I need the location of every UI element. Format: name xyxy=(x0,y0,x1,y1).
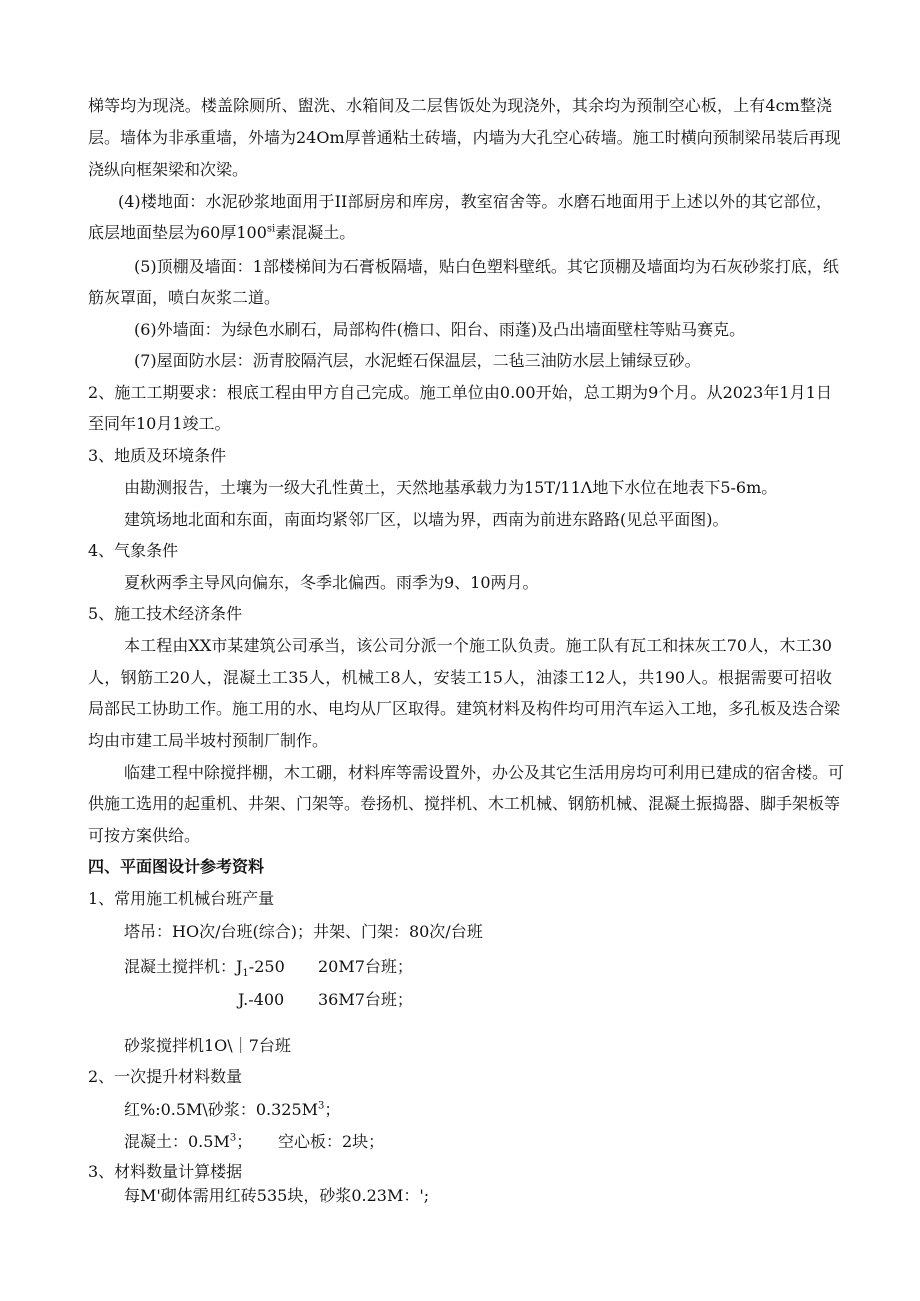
mixer-output-1: 20M7台班； xyxy=(318,957,413,976)
geology-heading: 3、地质及环境条件 xyxy=(88,446,227,465)
lift-line-1-text: 红%:0.5M\砂浆：0.325M xyxy=(124,1100,319,1119)
lift-heading: 2、一次提升材料数量 xyxy=(88,1067,243,1086)
floor-line-2-text: 底层地面垫层为60厚100 xyxy=(88,223,267,242)
exterior-wall-line: (6)外墙面：为绿色水刷石，局部构件(檐口、阳台、雨蓬)及凸出墙面壁柱等贴马赛克。 xyxy=(134,320,746,339)
ceiling-line-1: (5)顶棚及墙面：1部楼梯间为石膏板隔墙，贴白色塑料壁纸。其它顶棚及墙面均为石灰砂浆打底，纸 xyxy=(134,257,839,276)
lift-line-1-sup: 3 xyxy=(318,1100,325,1112)
structure-line-1: 梯等均为现浇。楼盖除厕所、盥洗、水箱间及二层售饭处为现浇外，其余均为预制空心板，上有4cm整浇 xyxy=(88,96,832,115)
floor-line-2-sup: si xyxy=(266,223,276,235)
materials-heading: 3、材料数量计算楼据 xyxy=(88,1162,243,1181)
schedule-line-2: 至同年10月1竣工。 xyxy=(88,414,231,433)
lift-line-2-tail: ； xyxy=(236,1132,253,1151)
economy-heading: 5、施工技术经济条件 xyxy=(88,604,243,623)
floor-line-2-tail: 素混凝土。 xyxy=(275,223,356,242)
structure-line-3: 浇纵向框架梁和次梁。 xyxy=(88,160,249,179)
lift-line-1-tail: ； xyxy=(324,1100,341,1119)
geology-line-2: 建筑场地北面和东面，南面均紧邻厂区，以墙为界，西南为前进东路路(见总平面图)。 xyxy=(124,510,729,529)
machinery-heading: 1、常用施工机械台班产量 xyxy=(88,889,275,908)
economy-p1-line-4: 均由市建工局半坡村预制厂制作。 xyxy=(88,731,329,750)
roof-waterproof-line: (7)屋面防水层：沥青胶隔汽层，水泥蛭石保温层，二毡三油防水层上铺绿豆砂。 xyxy=(134,351,701,370)
weather-line-1: 夏秋两季主导风向偏东，冬季北偏西。雨季为9、10两月。 xyxy=(124,573,539,592)
lift-line-2-text: 混凝土：0.5M xyxy=(124,1132,230,1151)
mixer-line-1 xyxy=(124,957,285,980)
lift-line-1 xyxy=(124,1100,340,1120)
materials-line-1: 每M'砌体需用红砖535块，砂浆0.23M：'; xyxy=(124,1186,430,1205)
schedule-line-1: 2、施工工期要求：根底工程由甲方自己完成。施工单位由0.00开始，总工期为9个月。从2023年1月1日 xyxy=(88,383,832,402)
lift-line-2 xyxy=(124,1132,252,1152)
mortar-mixer-line: 砂浆搅拌机1O\｜7台班 xyxy=(124,1036,291,1055)
mixer-model-1: -250 xyxy=(248,957,285,976)
mixer-model-2: J.-400 xyxy=(238,990,285,1009)
section-4-heading: 四、平面图设计参考资料 xyxy=(88,857,265,876)
lift-line-2-sup: 3 xyxy=(229,1132,237,1144)
structure-line-2: 层。墙体为非承重墙，外墙为24Om厚普通粘土砖墙，内墙为大孔空心砖墙。施工时横向预制梁吊装后再现 xyxy=(88,128,841,147)
floor-line-2 xyxy=(88,223,355,243)
floor-line-1: (4)楼地面：水泥砂浆地面用于II部厨房和库房，教室宿舍等。水磨石地面用于上述以外的其它部位， xyxy=(118,192,832,211)
crane-output-line: 塔吊：HO次/台班(综合)；井架、门架：80次/台班 xyxy=(124,922,483,941)
economy-p2-line-2: 供施工选用的起重机、井架、门架等。卷扬机、搅拌机、木工机械、钢筋机械、混凝土振捣器、脚手架板等 xyxy=(88,794,841,813)
economy-p1-line-1: 本工程由XX市某建筑公司承当，该公司分派一个施工队负责。施工队有瓦工和抹灰工70人，木工30 xyxy=(124,636,832,655)
economy-p2-line-1: 临建工程中除搅拌棚，木工硼，材料库等需设置外，办公及其它生活用房均可利用已建成的宿舍楼。可 xyxy=(124,763,845,782)
lift-line-2-hollow-slab: 空心板：2块； xyxy=(278,1132,385,1151)
weather-heading: 4、气象条件 xyxy=(88,541,179,560)
mixer-sub: 1 xyxy=(242,968,249,980)
mixer-output-2: 36M7台班； xyxy=(318,990,413,1009)
ceiling-line-2: 筋灰罩面，喷白灰浆二道。 xyxy=(88,288,281,307)
economy-p2-line-3: 可按方案供给。 xyxy=(88,826,201,845)
geology-line-1: 由勘测报告，土壤为一级大孔性黄土，天然地基承载力为15T/11Λ地下水位在地表下5-6m。 xyxy=(124,478,778,497)
mixer-label: 混凝土搅拌机：J xyxy=(124,957,243,976)
economy-p1-line-2: 人，钢筋工20人，混凝土工35人，机械工8人，安装工15人，油漆工12人，共190人。根据需要可招收 xyxy=(88,668,832,687)
economy-p1-line-3: 局部民工协助工作。施工用的水、电均从厂区取得。建筑材料及构件均可用汽车运入工地，多孔板及迭合梁 xyxy=(88,699,841,718)
